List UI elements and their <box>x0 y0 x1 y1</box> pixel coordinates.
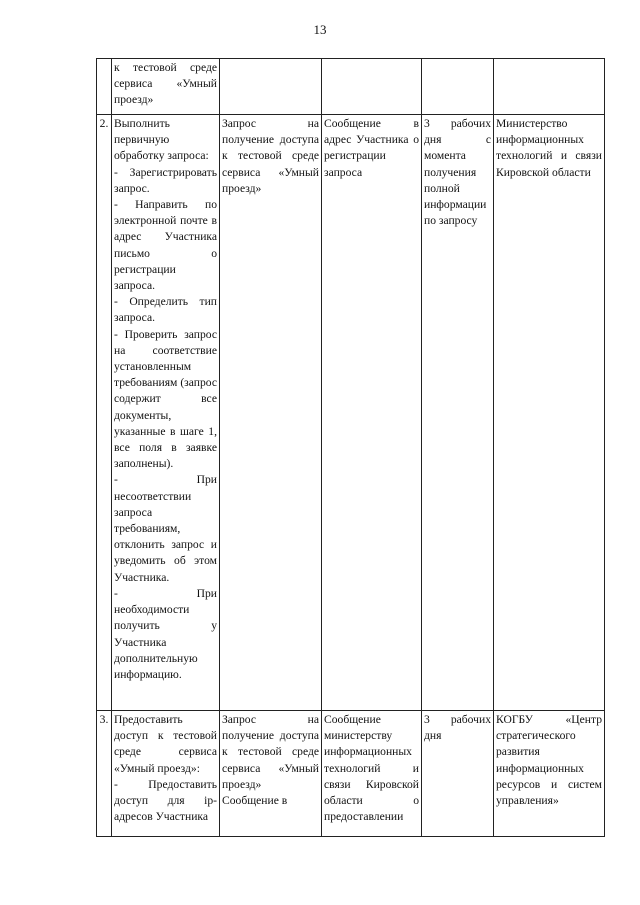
output-cell: Сообщение министерству информационных технологий и связи Кировской области о предоставлении <box>322 711 422 837</box>
row-number: 2. <box>97 115 112 711</box>
responsible-cell: КОГБУ «Центр стратегического развития информационных ресурсов и систем управления» <box>494 711 605 837</box>
action-cell: к тестовой среде сервиса «Умный проезд» <box>112 59 220 115</box>
term-cell <box>422 59 494 115</box>
table-row <box>97 115 605 711</box>
process-table <box>96 58 605 837</box>
responsible-cell: Министерство информационных технологий и связи Кировской области <box>494 115 605 711</box>
term-cell: 3 рабочих дня <box>422 711 494 837</box>
input-cell: Запрос на получение доступа к тестовой среде сервиса «Умный проезд» <box>220 115 322 711</box>
input-cell <box>220 59 322 115</box>
output-cell: Сообщение в адрес Участника о регистрации запроса <box>322 115 422 711</box>
output-cell <box>322 59 422 115</box>
term-cell: 3 рабочих дня с момента получения полной информации по запросу <box>422 115 494 711</box>
page-number: 13 <box>313 22 327 37</box>
action-cell: Выполнить первичную обработку запроса: - Зарегистрировать запрос. - Направить по электронной почте в адрес Участника письмо о регистрации запроса. - Определить тип запроса. - Проверить запрос на соответствие установленным требованиям (запрос содержит все документы, указанные в шаге 1, все поля в заявке заполнены). - При несоответствии запроса требованиям, отклонить запрос и уведомить об этом Участника. - При необходимости получить у Участника дополнительную информацию. <box>112 115 220 711</box>
responsible-cell <box>494 59 605 115</box>
action-cell: Предоставить доступ к тестовой среде сервиса «Умный проезд»: - Предоставить доступ для ip-адресов Участника <box>112 711 220 837</box>
table-row <box>97 711 605 837</box>
row-number <box>97 59 112 115</box>
row-number: 3. <box>97 711 112 837</box>
table-row <box>97 59 605 115</box>
input-cell: Запрос на получение доступа к тестовой среде сервиса «Умный проезд» Сообщение в <box>220 711 322 837</box>
